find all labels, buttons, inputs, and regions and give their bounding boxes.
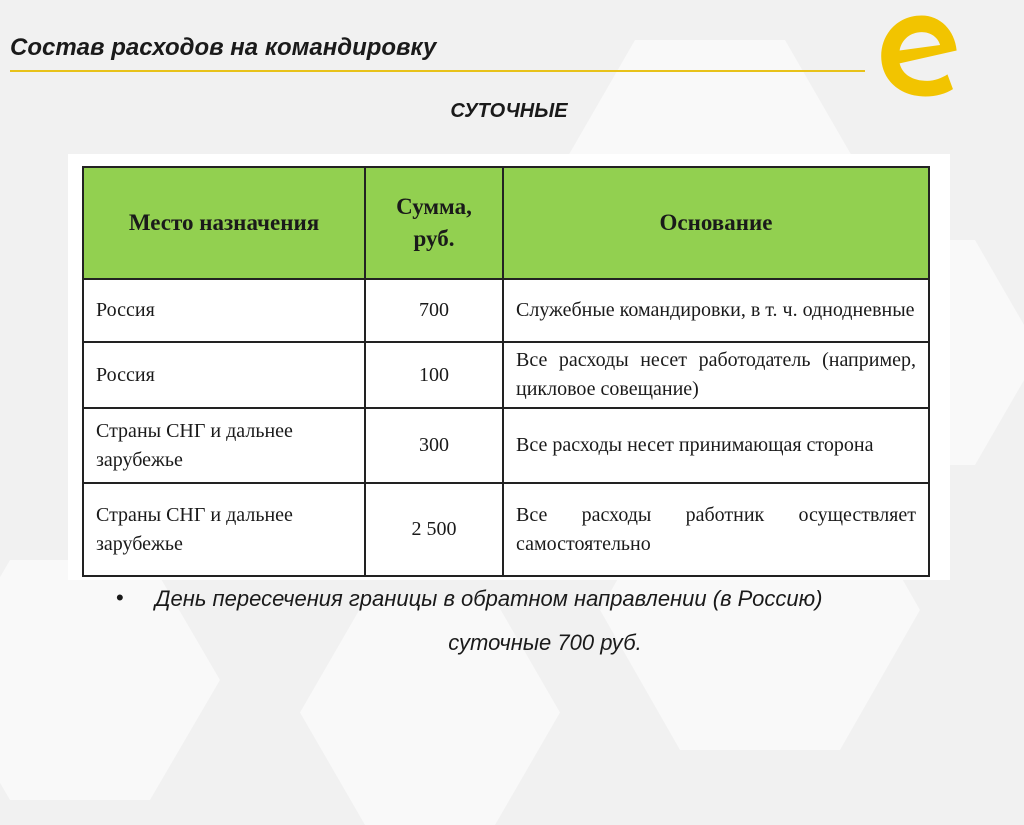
cell-basis: Все расходы несет принимающая сторона [503, 408, 929, 483]
brand-logo-icon [872, 10, 964, 102]
section-subtitle: СУТОЧНЫЕ [450, 100, 568, 122]
cell-destination: Россия [83, 279, 365, 342]
cell-basis: Служебные командировки, в т. ч. однодневные [503, 279, 929, 342]
table-row [83, 342, 929, 408]
note-text-line1: День пересечения границы в обратном направлении (в Россию) [155, 586, 823, 611]
cell-basis: Все расходы несет работодатель (например, цикловое совещание) [503, 342, 929, 408]
title-underline [10, 70, 865, 72]
cell-destination: Страны СНГ и дальнее зарубежье [83, 483, 365, 576]
cell-destination: Страны СНГ и дальнее зарубежье [83, 408, 365, 483]
cell-amount: 100 [365, 342, 503, 408]
table-header-row [83, 167, 929, 279]
header-basis: Основание [503, 167, 929, 279]
cell-basis: Все расходы работник осуществляет самостоятельно [503, 483, 929, 576]
slide-title: Состав расходов на командировку [10, 34, 437, 61]
header-amount: Сумма, руб. [365, 167, 503, 279]
header-destination: Место назначения [83, 167, 365, 279]
per-diem-table [82, 166, 930, 577]
cell-destination: Россия [83, 342, 365, 408]
bullet-marker: • [116, 585, 124, 610]
table-row [83, 408, 929, 483]
note-text-line2: суточные 700 руб. [448, 630, 642, 655]
cell-amount: 2 500 [365, 483, 503, 576]
table-row [83, 483, 929, 576]
table-row [83, 279, 929, 342]
cell-amount: 300 [365, 408, 503, 483]
cell-amount: 700 [365, 279, 503, 342]
